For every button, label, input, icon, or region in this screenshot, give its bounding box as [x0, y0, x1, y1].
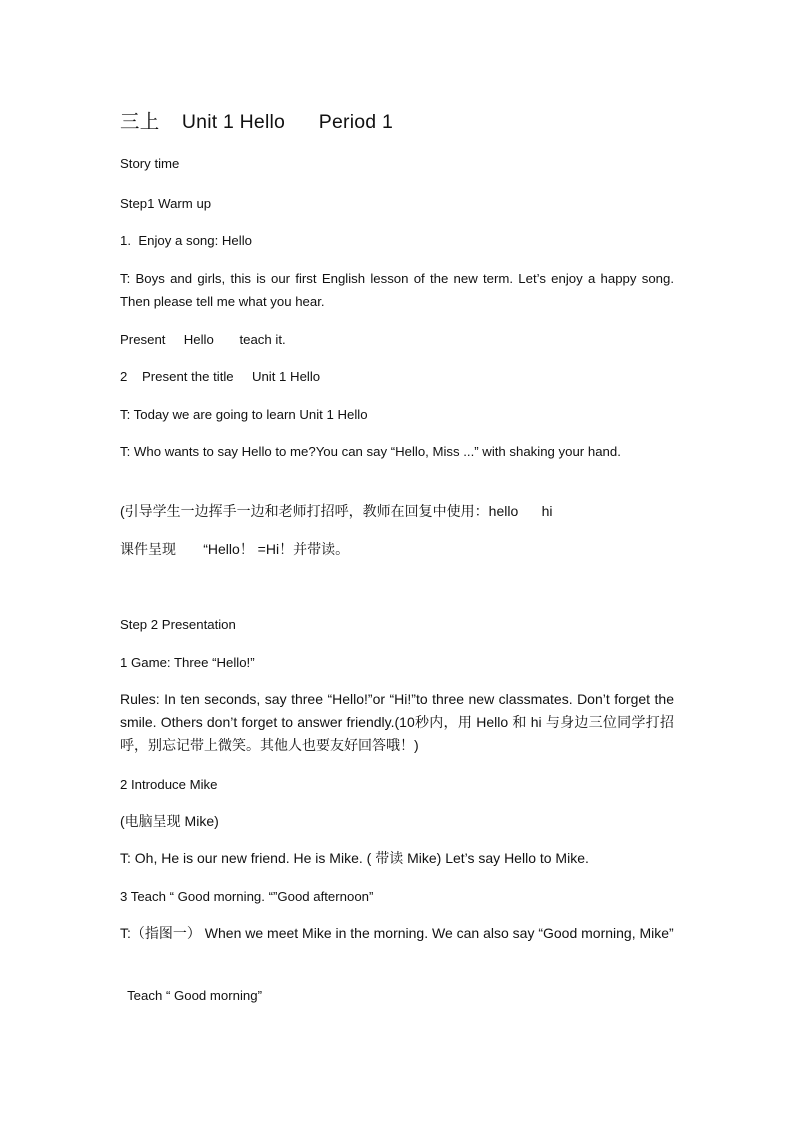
- paragraph: Present Hello teach it.: [120, 332, 286, 347]
- page-title: 三上 Unit 1 Hello Period 1: [120, 111, 394, 133]
- paragraph: Rules: In ten seconds, say three “Hello!”or “Hi!”to three new classmates. Don’t forget the smile. Others don’t forget to answer friendly.(10秒内，用 Hello 和 hi 与身边三位同学打招呼，别忘记带上微笑。其他人也要友好回答哦！): [120, 691, 674, 753]
- paragraph: T: Boys and girls, this is our first English lesson of the new term. Let’s enjoy a happy song. Then please tell me what you hear.: [120, 271, 674, 309]
- paragraph: 1 Game: Three “Hello!”: [120, 655, 255, 670]
- paragraph: 3 Teach “ Good morning. “”Good afternoon”: [120, 889, 374, 904]
- section-heading: Story time: [120, 156, 180, 171]
- paragraph: Teach “ Good morning”: [120, 988, 262, 1003]
- paragraph: T: Today we are going to learn Unit 1 Hello: [120, 407, 368, 422]
- paragraph: 2 Introduce Mike: [120, 777, 218, 792]
- step-heading: Step 2 Presentation: [120, 617, 236, 632]
- paragraph: T: Oh, He is our new friend. He is Mike. ( 带读 Mike) Let’s say Hello to Mike.: [120, 850, 589, 866]
- paragraph: (引导学生一边挥手一边和老师打招呼，教师在回复中使用：hello hi: [120, 503, 553, 519]
- paragraph: 课件呈现 “Hello！ =Hi！并带读。: [120, 541, 350, 557]
- paragraph: 1. Enjoy a song: Hello: [120, 233, 252, 248]
- paragraph: 2 Present the title Unit 1 Hello: [120, 369, 321, 384]
- step-heading: Step1 Warm up: [120, 196, 212, 211]
- paragraph: T:（指图一） When we meet Mike in the morning. We can also say “Good morning, Mike”: [120, 925, 674, 941]
- paragraph: (电脑呈现 Mike): [120, 813, 219, 829]
- paragraph: T: Who wants to say Hello to me?You can say “Hello, Miss ...” with shaking your hand.: [120, 444, 621, 459]
